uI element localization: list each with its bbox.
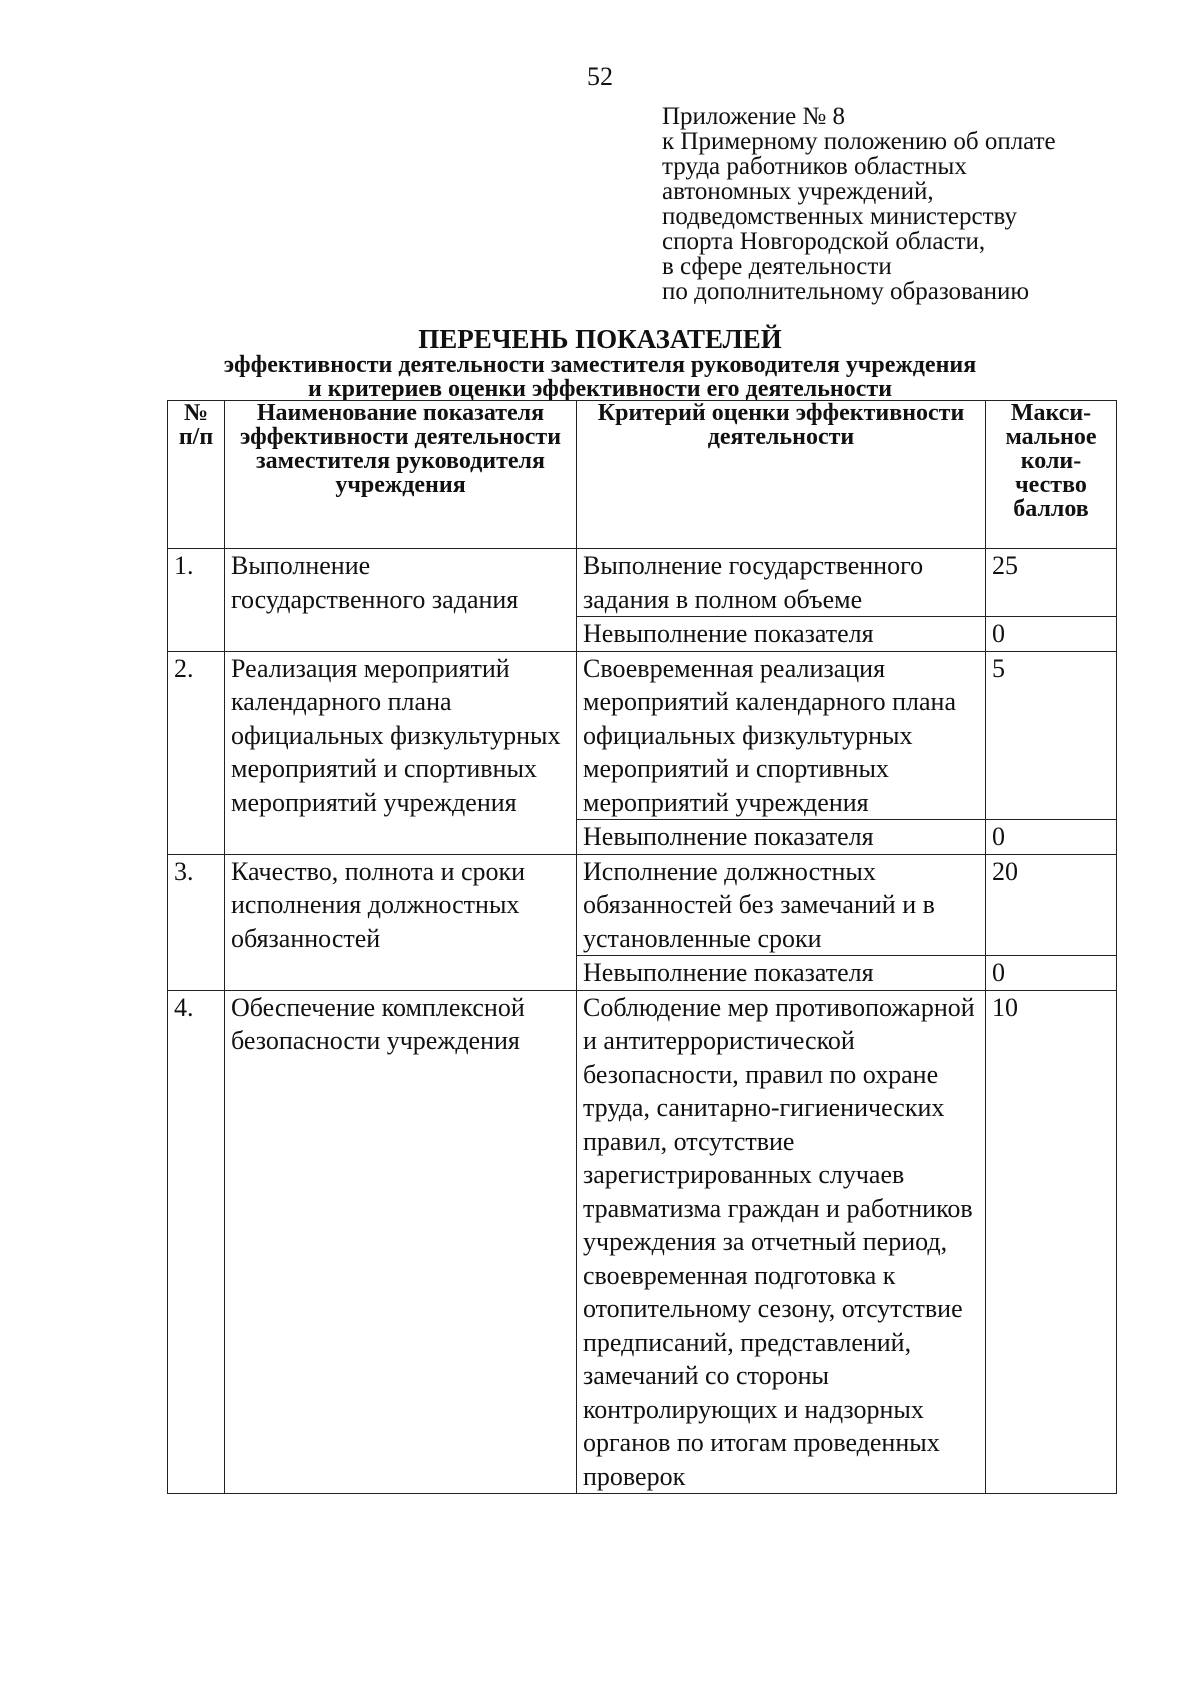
subtitle-line-2: и критериев оценки эффективности его деятельности xyxy=(307,376,893,402)
header-points: Макси- мальное коли- чество баллов xyxy=(986,401,1117,549)
criterion-points: 0 xyxy=(986,617,1117,652)
page-number: 52 xyxy=(587,62,613,91)
criterion-points: 10 xyxy=(986,990,1117,1494)
criterion-points: 25 xyxy=(986,549,1117,617)
appendix-note xyxy=(662,104,1056,304)
table-header-row xyxy=(168,401,1117,549)
table-row xyxy=(168,549,1117,617)
criterion-points: 0 xyxy=(986,820,1117,855)
indicator-name: Выполнение государственного задания xyxy=(225,549,577,652)
indicator-name: Реализация мероприятий календарного плана официальных физкультурных мероприятий и спортивных мероприятий учреждения xyxy=(225,651,577,854)
appendix-line: подведомственных министерству xyxy=(662,203,1017,230)
document-subtitle xyxy=(0,353,1200,401)
appendix-line: к Примерному положению об оплате xyxy=(662,128,1056,155)
criterion-text: Невыполнение показателя xyxy=(577,820,986,855)
criterion-text: Своевременная реализация мероприятий календарного плана официальных физкультурных мероприятий и спортивных мероприятий учреждения xyxy=(577,651,986,820)
criterion-text: Невыполнение показателя xyxy=(577,617,986,652)
criterion-points: 5 xyxy=(986,651,1117,820)
row-number: 2. xyxy=(168,651,225,854)
indicator-name: Обеспечение комплексной безопасности учреждения xyxy=(225,990,577,1494)
appendix-line: в сфере деятельности xyxy=(662,253,892,280)
indicator-name: Качество, полнота и сроки исполнения должностных обязанностей xyxy=(225,854,577,990)
criterion-text: Исполнение должностных обязанностей без замечаний и в установленные сроки xyxy=(577,854,986,956)
table-row xyxy=(168,854,1117,956)
header-criterion: Критерий оценки эффективности деятельности xyxy=(577,401,986,549)
criterion-text: Соблюдение мер противопожарной и антитеррористической безопасности, правил по охране труда, санитарно-гигиенических правил, отсутствие зарегистрированных случаев травматизма граждан и работников учреждения за отчетный период, своевременная подготовка к отопительному сезону, отсутствие предписаний, представлений, замечаний со стороны контролирующих и надзорных органов по итогам проведенных проверок xyxy=(577,990,986,1494)
subtitle-line-1: эффективности деятельности заместителя руководителя учреждения xyxy=(223,352,977,378)
row-number: 1. xyxy=(168,549,225,652)
appendix-line: автономных учреждений, xyxy=(662,178,934,205)
criterion-text: Невыполнение показателя xyxy=(577,956,986,991)
appendix-line: по дополнительному образованию xyxy=(662,278,1030,305)
document-title: ПЕРЕЧЕНЬ ПОКАЗАТЕЛЕЙ xyxy=(418,324,782,354)
criterion-points: 20 xyxy=(986,854,1117,956)
criterion-text: Выполнение государственного задания в полном объеме xyxy=(577,549,986,617)
appendix-line: спорта Новгородской области, xyxy=(662,228,986,255)
row-number: 4. xyxy=(168,990,225,1494)
table-row xyxy=(168,990,1117,1494)
criterion-points: 0 xyxy=(986,956,1117,991)
appendix-line: труда работников областных xyxy=(662,153,967,180)
table-row xyxy=(168,651,1117,820)
header-name: Наименование показателя эффективности деятельности заместителя руководителя учреждения xyxy=(225,401,577,549)
indicators-table xyxy=(167,400,1117,1494)
row-number: 3. xyxy=(168,854,225,990)
appendix-line: Приложение № 8 xyxy=(662,103,846,130)
header-num: № п/п xyxy=(168,401,225,549)
